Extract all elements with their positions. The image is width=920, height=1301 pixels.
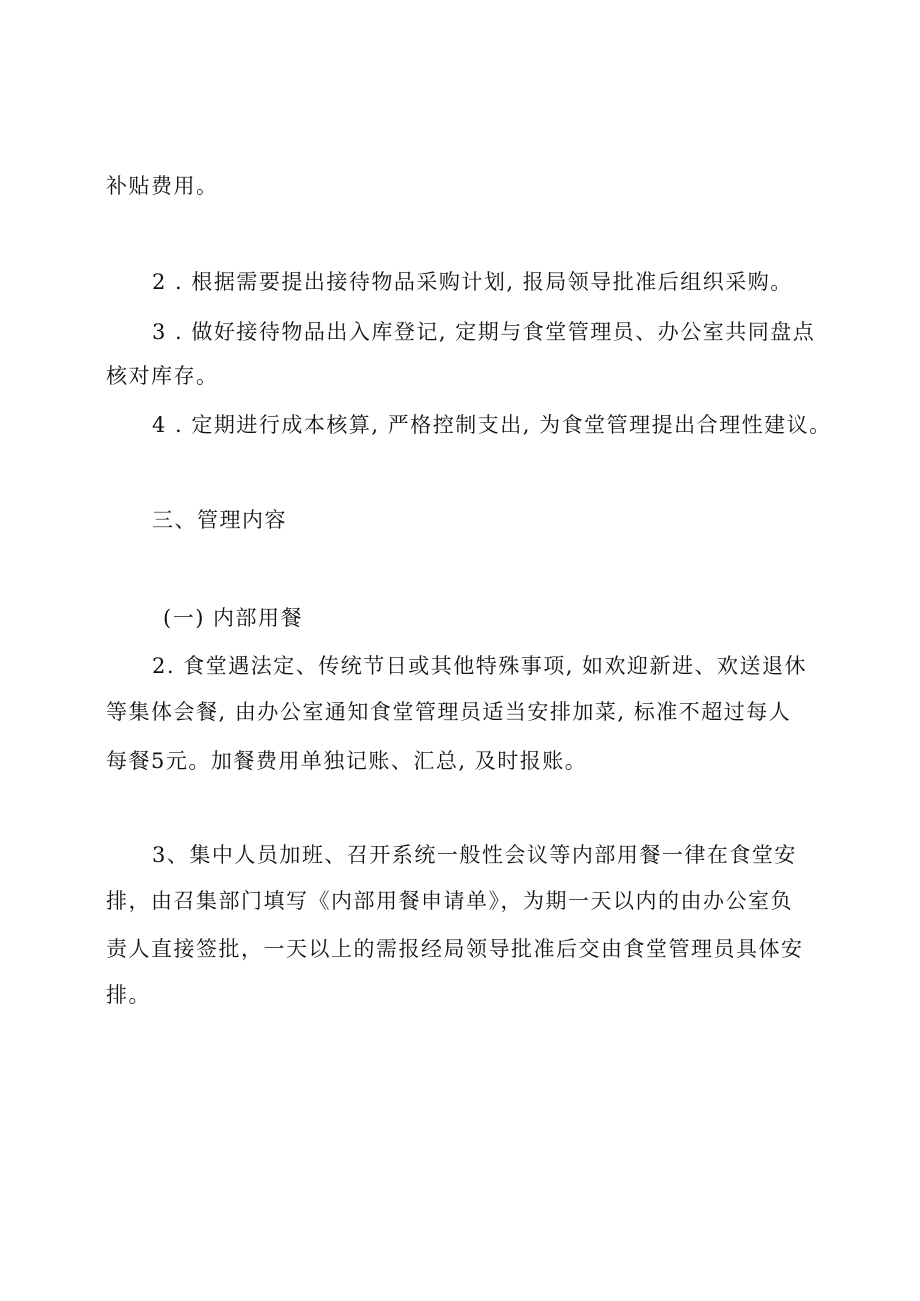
text-line-para-3-b: 排，由召集部门填写《内部用餐申请单》，为期一天以内的由办公室负 bbox=[106, 889, 793, 913]
text-line-item-2: 2 . 根据需要提出接待物品采购计划, 报局领导批准后组织采购。 bbox=[152, 270, 793, 294]
text-line-para-3-c: 责人直接签批，一天以上的需报经局领导批准后交由食堂管理员具体安 bbox=[106, 937, 804, 961]
text-line-para-2-c: 每餐5元。加餐费用单独记账、汇总, 及时报账。 bbox=[106, 749, 588, 773]
text-line-subsidy: 补贴费用。 bbox=[106, 174, 219, 198]
text-line-item-3-cont: 核对库存。 bbox=[106, 364, 219, 388]
subsection-heading: (一) 内部用餐 bbox=[163, 606, 304, 630]
text-line-para-3-a: 3、集中人员加班、召开系统一般性会议等内部用餐一律在食堂安 bbox=[152, 843, 797, 867]
text-line-item-4: 4 . 定期进行成本核算, 严格控制支出, 为食堂管理提出合理性建议。 bbox=[152, 413, 832, 437]
text-line-para-3-d: 排。 bbox=[106, 983, 151, 1007]
text-line-para-2-a: 2. 食堂遇法定、传统节日或其他特殊事项, 如欢迎新进、欢送退休 bbox=[152, 654, 808, 678]
text-line-para-2-b: 等集体会餐, 由办公室通知食堂管理员适当安排加菜, 标准不超过每人 bbox=[106, 700, 792, 724]
section-heading: 三、管理内容 bbox=[152, 508, 287, 532]
text-line-item-3: 3 . 做好接待物品出入库登记, 定期与食堂管理员、办公室共同盘点 bbox=[152, 320, 816, 344]
